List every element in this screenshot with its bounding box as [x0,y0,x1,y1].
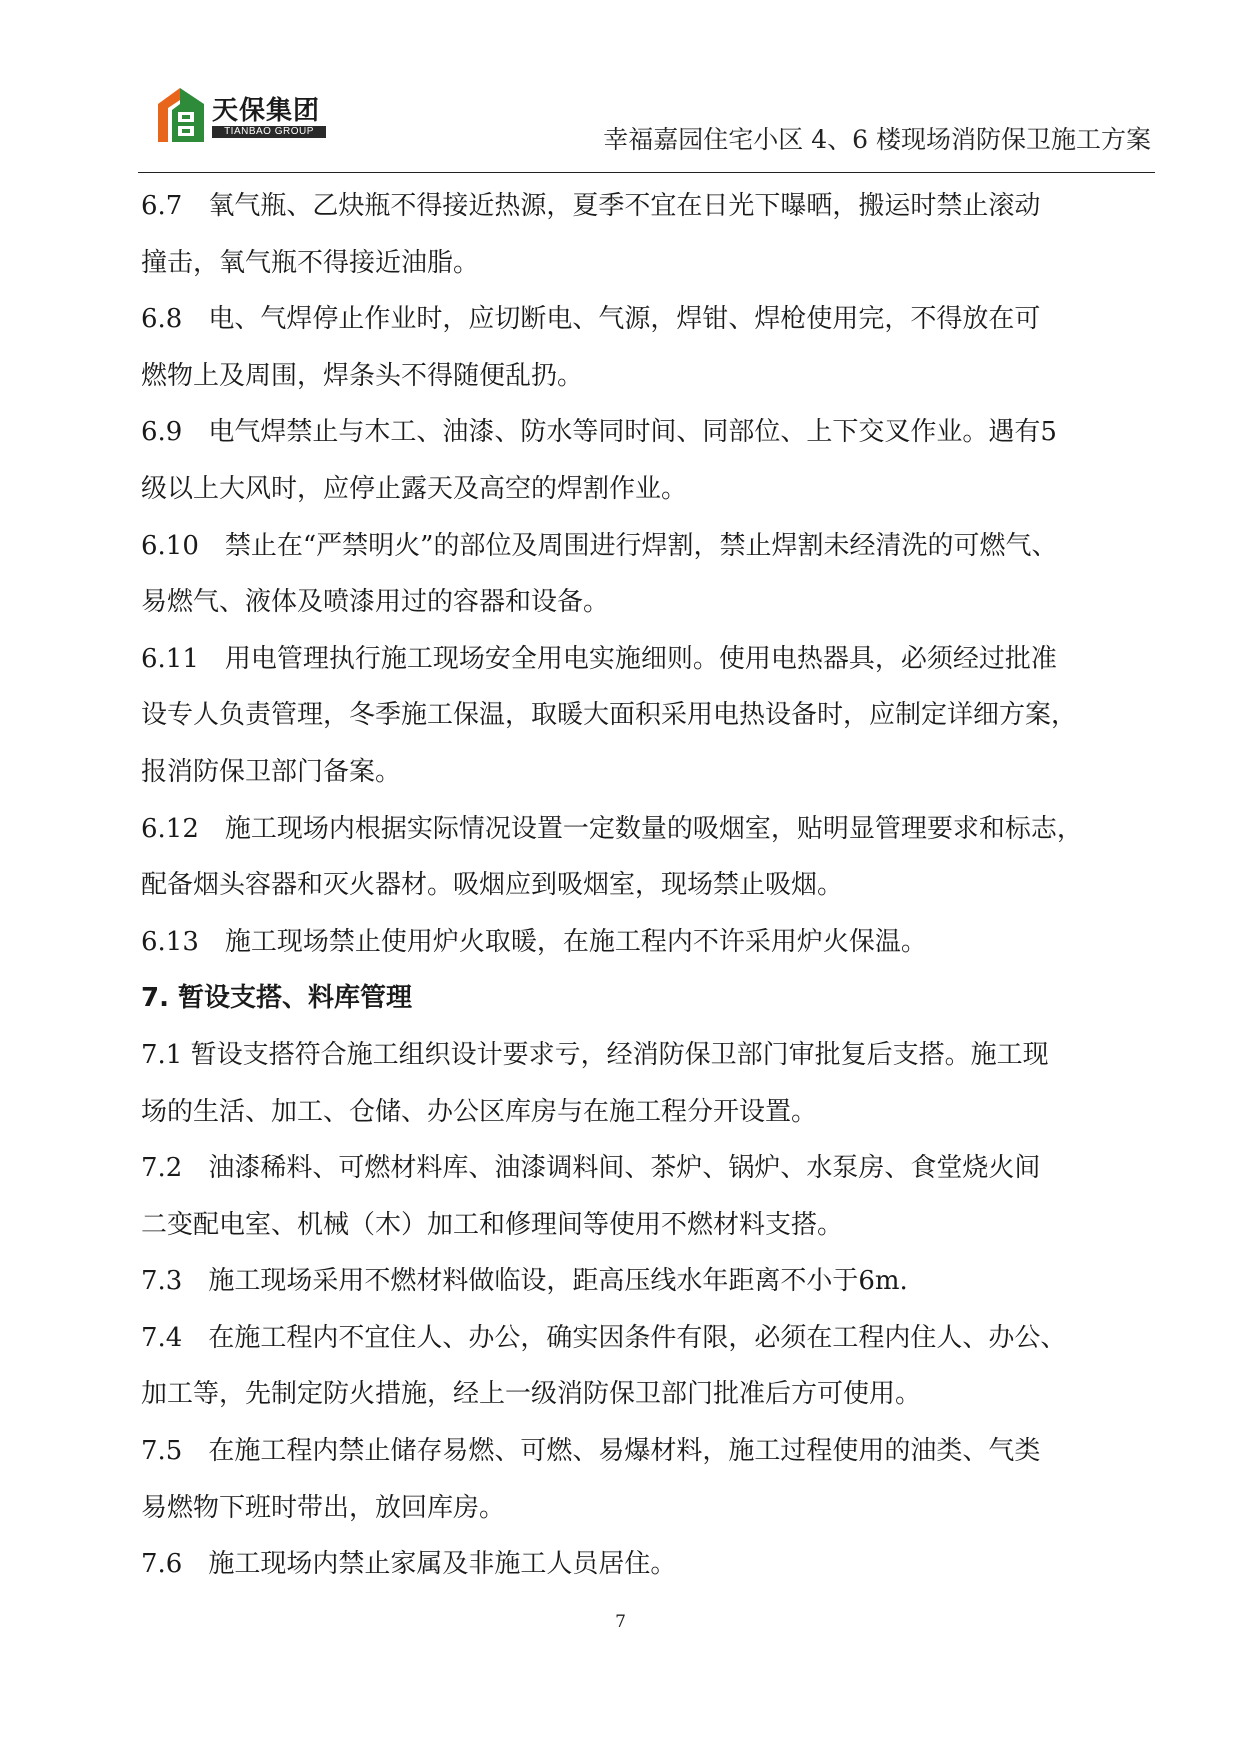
text-line: 7.1 暂设支搭符合施工组织设计要求亏，经消防保卫部门审批复后支搭。施工现 [141,1039,1049,1070]
text-line: 报消防保卫部门备案。 [141,756,402,787]
text-line: 6.7 氧气瓶、乙炔瓶不得接近热源，夏季不宜在日光下曝晒，搬运时禁止滚动 [141,191,1041,221]
text-line: 易燃物下班时带出，放回库房。 [141,1492,506,1523]
section-heading: 7. 暂设支搭、料库管理 [141,983,413,1014]
text-line: 6.10 禁止在“严禁明火”的部位及周围进行焊割，禁止焊割未经清洗的可燃气、 [141,530,1058,561]
text-line: 易燃气、液体及喷漆用过的容器和设备。 [141,587,610,618]
text-line: 配备烟头容器和灭火器材。吸烟应到吸烟室，现场禁止吸烟。 [141,870,844,901]
text-line: 二变配电室、机械（木）加工和修理间等使用不燃材料支搭。 [141,1209,844,1240]
text-line: 7.3 施工现场采用不燃材料做临设，距高压线水年距离不小于6m. [141,1266,908,1297]
text-line: 7.4 在施工程内不宜住人、办公，确实因条件有限，必须在工程内住人、办公、 [141,1322,1067,1353]
text-line: 7.5 在施工程内禁止储存易燃、可燃、易爆材料，施工过程使用的油类、气类 [141,1436,1041,1467]
page-number: 7 [615,1612,626,1632]
document-body [141,178,1161,1593]
page-header [0,0,1241,180]
logo-english-name: TIANBAO GROUP [212,126,326,138]
company-logo [158,86,328,148]
text-line: 场的生活、加工、仓储、办公区库房与在施工程分开设置。 [141,1096,818,1127]
text-line: 7.6 施工现场内禁止家属及非施工人员居住。 [141,1549,677,1580]
text-line: 7.2 油漆稀料、可燃材料库、油漆调料间、茶炉、锅炉、水泵房、食堂烧火间 [141,1153,1041,1184]
text-line: 设专人负责管理，冬季施工保温，取暖大面积采用电热设备时，应制定详细方案， [141,700,1078,731]
tianbao-logo-icon [158,86,206,144]
text-line: 撞击，氧气瓶不得接近油脂。 [141,247,480,278]
text-line: 6.9 电气焊禁止与木工、油漆、防水等同时间、同部位、上下交叉作业。遇有5 [141,417,1057,448]
logo-chinese-name: 天保集团 [212,96,321,126]
text-line: 燃物上及周围，焊条头不得随便乱扔。 [141,360,584,391]
text-line: 6.13 施工现场禁止使用炉火取暖，在施工程内不许采用炉火保温。 [141,926,927,957]
header-divider [138,172,1155,173]
document-title: 幸福嘉园住宅小区 4、6 楼现场消防保卫施工方案 [603,125,1151,154]
text-line: 6.11 用电管理执行施工现场安全用电实施细则。使用电热器具，必须经过批准 [141,643,1057,674]
text-line: 级以上大风时，应停止露天及高空的焊割作业。 [141,473,688,504]
text-line: 6.12 施工现场内根据实际情况设置一定数量的吸烟室，贴明显管理要求和标志， [141,813,1083,844]
text-line: 加工等，先制定防火措施，经上一级消防保卫部门批准后方可使用。 [141,1379,922,1410]
text-line: 6.8 电、气焊停止作业时，应切断电、气源，焊钳、焊枪使用完，不得放在可 [141,304,1041,335]
